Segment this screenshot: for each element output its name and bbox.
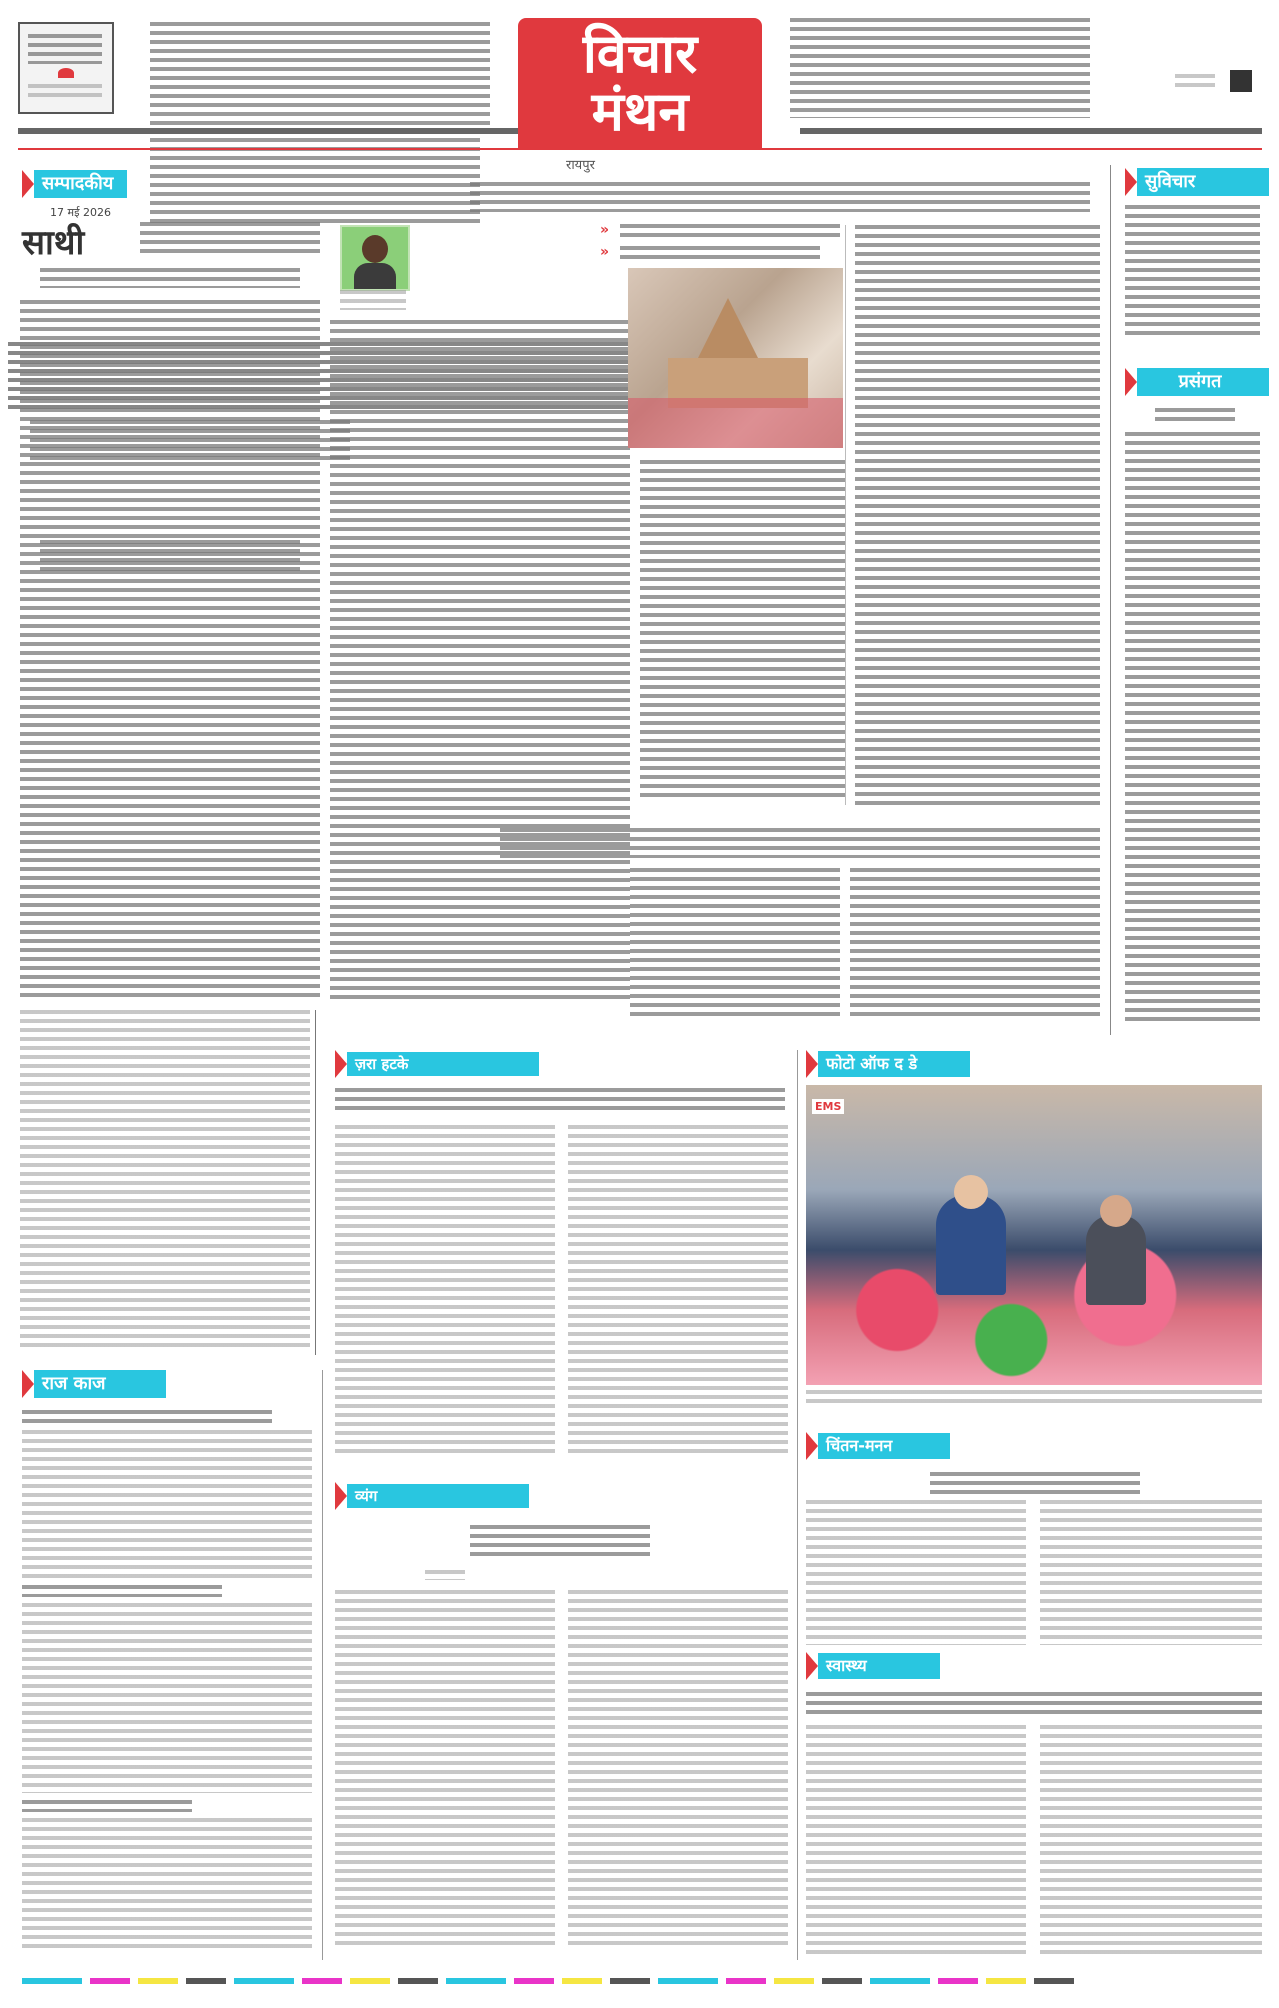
photo-caption [806,1390,1262,1406]
swasthya-headline [806,1692,1262,1716]
chintan-manan-col-1 [806,1500,1026,1645]
center-headline [470,182,1090,212]
top-rule-red [18,148,1262,150]
section-tag-swasthya [806,1652,940,1680]
section-tag-raj-kaaj [22,1370,166,1398]
center-bullet-2: » [600,244,610,260]
page-meta [1175,74,1215,88]
swasthya-col-2 [1040,1725,1262,1955]
center-column-2 [855,225,1100,805]
raj-kaaj-headline-3 [22,1800,192,1812]
section-tag-sampadakiya [22,170,127,198]
vyang-author [425,1570,465,1580]
chintan-manan-col-2 [1040,1500,1262,1645]
print-color-bar [22,1978,1262,1984]
bottom-divider-2 [797,1050,798,1960]
top-teaser-right [790,18,1090,118]
masthead-title-box [518,18,762,148]
section-label-raj-kaaj: राज काज [34,1370,166,1398]
photo-of-day-image [806,1085,1262,1385]
raj-kaaj-text-1 [22,1430,312,1580]
vyang-headline [470,1525,650,1557]
author-caption [340,290,406,310]
col-divider-center [845,225,846,805]
editorial-date: 17 मई 2026 [50,206,111,219]
center-bullet-1: » [600,222,610,238]
section-label-vyang: व्यंग [347,1484,529,1508]
raj-kaaj-text-3 [22,1818,312,1948]
section-label-swasthya: स्वास्थ्य [818,1653,940,1679]
raj-kaaj-text-2 [22,1603,312,1793]
raj-kaaj-headline-1 [22,1410,272,1424]
editorial-column-rule [315,1010,316,1355]
center-column-1 [640,460,845,800]
top-rule-dark-right [800,128,1262,134]
masthead-title-line2: मंथन [591,80,689,143]
center-second-col-2 [850,868,1100,1018]
zara-hatke-headline [335,1088,785,1114]
section-label-suvichar: सुविचार [1137,168,1269,196]
top-teaser-left-2 [150,138,480,228]
section-tag-prasang [1125,368,1269,396]
section-label-photo-of-day: फोटो ऑफ द डे [818,1051,970,1077]
section-label-prasang: प्रसंगत [1137,368,1269,396]
raj-kaaj-headline-2 [22,1585,222,1597]
author-avatar [340,225,410,291]
bottom-divider-1 [322,1370,323,1960]
center-bullet-text-1 [620,224,840,238]
vyang-col-1 [335,1590,555,1950]
center-second-col-1 [630,868,840,1018]
editorial-headline-rest [140,222,320,256]
section-label-zara-hatke: ज़रा हटके [347,1052,539,1076]
editorial-headline: साथी [22,223,85,263]
editorial-column-3 [20,1010,310,1350]
editorial-column-1 [20,300,320,1000]
masthead-title-line1: विचार [582,22,698,85]
chintan-manan-headline [930,1472,1140,1494]
section-tag-zara-hatke [335,1050,539,1078]
vyang-col-2 [568,1590,788,1950]
section-tag-suvichar [1125,168,1269,196]
prasang-text [1125,432,1260,1022]
suvichar-text [1125,205,1260,335]
section-tag-chintan-manan [806,1432,950,1460]
masthead-logo [18,22,114,114]
top-rule-dark [18,128,518,134]
section-label-chintan-manan: चिंतन-मनन [818,1433,950,1459]
top-teaser-left [150,22,490,132]
page-number-box [1230,70,1252,92]
center-second-headline [500,828,1100,858]
temple-photo [628,268,843,448]
section-tag-photo-of-day [806,1050,970,1078]
editorial-column-2 [330,320,630,1000]
zara-hatke-col-2 [568,1125,788,1455]
editorial-subhead [40,268,300,288]
section-tag-vyang [335,1482,529,1510]
center-bullet-text-2 [620,246,820,260]
prasang-subtitle [1155,408,1235,424]
city-label: रायपुर [566,158,595,173]
zara-hatke-col-1 [335,1125,555,1455]
photo-badge: EMS [812,1099,844,1114]
swasthya-col-1 [806,1725,1026,1955]
section-label-sampadakiya: सम्पादकीय [34,170,127,198]
col-divider-right [1110,165,1111,1035]
